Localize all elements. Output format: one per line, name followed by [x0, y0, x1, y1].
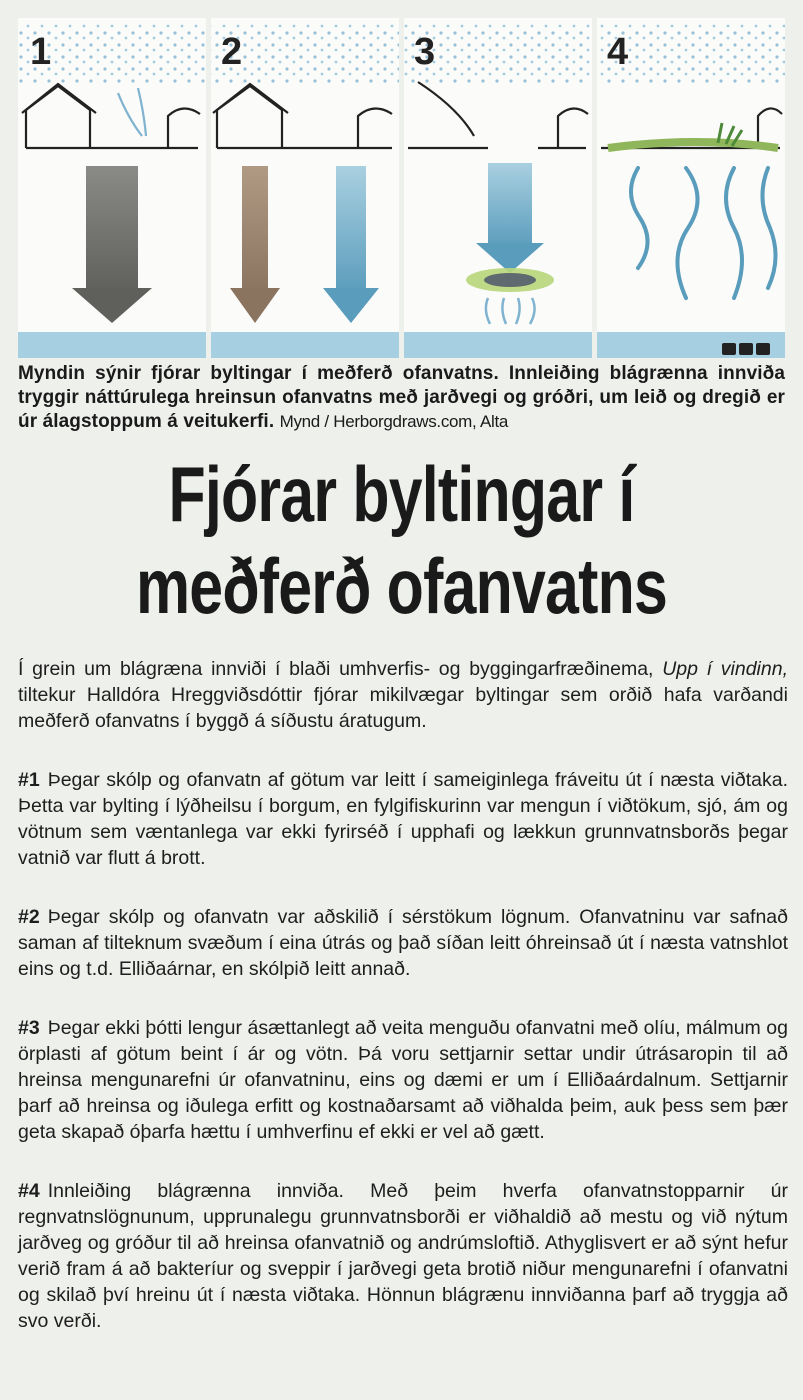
item-number: #2 — [18, 906, 40, 928]
caption-text: Myndin sýnir fjórar byltingar í meðferð ofanvatns. Innleiðing blágrænna innviða tryggir náttúrulega hreinsun ofanvatns með jarðvegi og gróðri, um leið og dregið er úr álagstoppum á veitukerfi. — [18, 363, 785, 432]
headline-line: meðferð ofanvatns — [135, 542, 668, 630]
panel-number: 3 — [414, 31, 436, 73]
item-text: Innleiðing blágrænna innviða. Með þeim hverfa ofanvatnstopparnir úr regnvatnslögnunum, upprunalegu grunnvatnsborði er viðhaldið að mestu og við nýtum jarðveg og gróður til að hreinsa ofanvatnið og andrúmsloftið. Athyglisvert er að sýnt hefur verið fram á að bakteríur og sveppir í jarðvegi geta brotið niður mengunarefni í ofanvatni og skilað því hreinu út í næsta viðtaka. Hönnun blágrænu innviðanna þarf að tryggja að svo verði. — [18, 1180, 788, 1332]
publication-title: Upp í vindinn, — [662, 658, 788, 680]
stormwater-illustration — [18, 18, 785, 358]
item-paragraph — [18, 1015, 788, 1145]
headline-line: Fjórar byltingar í — [168, 450, 635, 538]
panel-number: 2 — [221, 31, 243, 73]
headline — [88, 448, 714, 632]
item-text: Þegar ekki þótti lengur ásættanlegt að veita menguðu ofanvatni með olíu, málmum og örplasti af götum beint í ár og vötn. Þá voru settjarnir settar undir útrásaropin til að hreinsa mengunarefni úr ofanvatninu, eins og dæmi er um í Elliðaárdalnum. Settjarnir þarf að hreinsa og iðulega erfitt og kostnaðarsamt að viðhalda þeim, auk þess sem þær geta skapað óþarfa hættu í umhverfinu ef ekki er vel að gætt. — [18, 1017, 788, 1143]
intro-paragraph — [18, 656, 788, 734]
info-icon — [722, 343, 736, 355]
cc-by-icon — [756, 343, 770, 355]
caption-credit: Mynd / Herborgdraws.com, Alta — [279, 412, 509, 431]
intro-text: Í grein um blágræna innviði í blaði umhverfis- og byggingarfræðinema, — [18, 658, 663, 680]
item-number: #4 — [18, 1180, 40, 1202]
item-number: #3 — [18, 1017, 40, 1039]
intro-text: tiltekur Halldóra Hreggviðsdóttir fjórar mikilvægar byltingar sem orðið hafa varðandi meðferð ofanvatns í byggð á síðustu áratugum. — [18, 684, 788, 732]
figure-caption — [18, 362, 785, 434]
creative-commons-icon — [739, 343, 753, 355]
item-number: #1 — [18, 769, 40, 791]
panel-number: 4 — [607, 31, 629, 73]
article-body — [18, 656, 788, 1367]
item-paragraph — [18, 1178, 788, 1334]
item-paragraph — [18, 904, 788, 982]
panel-number: 1 — [30, 31, 52, 73]
item-text: Þegar skólp og ofanvatn af götum var leitt í sameiginlega fráveitu út í næsta viðtaka. Þetta var bylting í lýðheilsu í borgum, en fylgifiskurinn var mengun í viðtökum, sjó, ám og vötnum sem væntanlega var ekki fyrirséð í upphafi og lækkun grunnvatnsborðs þegar vatnið var flutt á brott. — [18, 769, 788, 869]
item-paragraph — [18, 767, 788, 871]
item-text: Þegar skólp og ofanvatn var aðskilið í sérstökum lögnum. Ofanvatninu var safnað saman af tilteknum svæðum í eina útrás og það síðan leitt óhreinsað út í næsta vatnshlot eins og t.d. Elliðaárnar, en skólpið leitt annað. — [18, 906, 788, 980]
